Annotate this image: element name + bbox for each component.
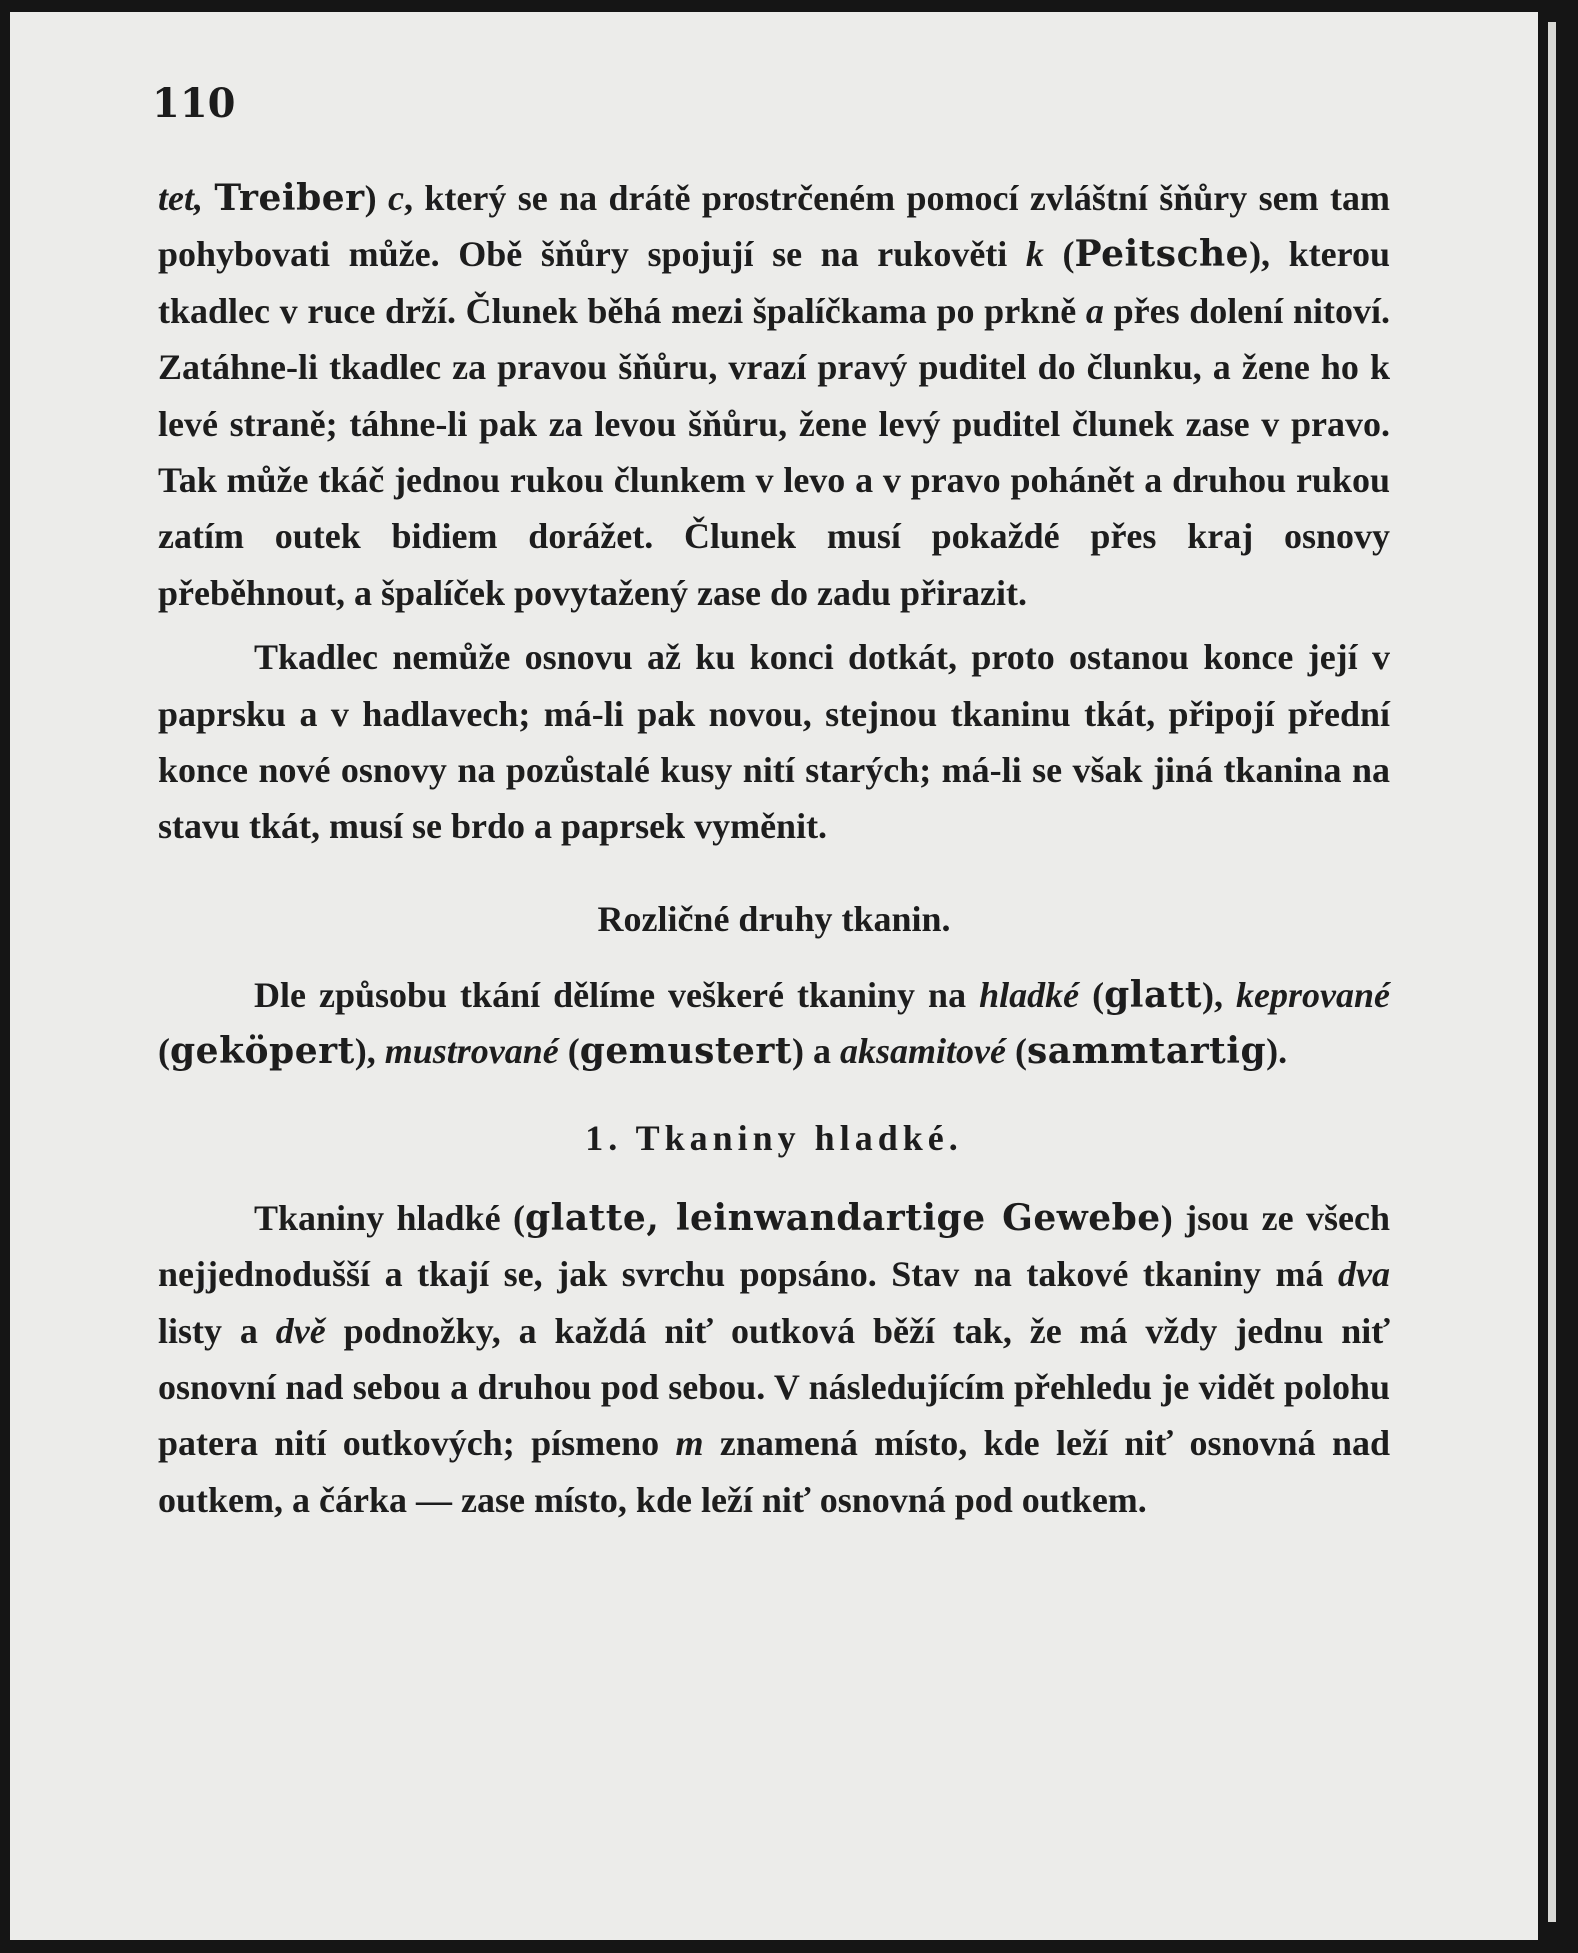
text-span: listy a <box>158 1310 276 1351</box>
body-text <box>158 170 1390 1528</box>
german-term: glatt <box>1104 973 1203 1016</box>
term-italic: keprované <box>1236 974 1390 1015</box>
term-italic: m <box>675 1423 704 1464</box>
paragraph-warp-ends: Tkadlec nemůže osnovu až ku konci dotkát, proto ostanou konce její v paprsku a v hadlavech; má-li pak novou, stejnou tkaninu tkát, připojí přední konce nové osnovy na pozůstalé kusy nití starých; má-li se však jiná tkanina na stavu tkát, musí se brdo a paprsek vyměnit. <box>158 637 1390 847</box>
page-number: 110 <box>152 80 236 127</box>
text-span: ) a <box>791 1031 840 1072</box>
text-span: ), <box>354 1031 385 1072</box>
text-span: , který se na drátě prostrčeném pomocí zvláštní šňůry sem tam pohybovati může. Obě šňůry spojují se na rukověti <box>158 178 1390 275</box>
subsection-heading: 1. Tkaniny hladké. <box>585 1117 963 1158</box>
term-italic: hladké <box>979 974 1080 1015</box>
text-span: Tkaniny hladké ( <box>254 1197 525 1238</box>
figure-letter: a <box>1085 290 1104 331</box>
next-page-edge <box>1548 22 1556 1922</box>
text-span: tet, <box>158 178 215 218</box>
text-span: ). <box>1266 1031 1288 1072</box>
text-span: ( <box>158 1031 170 1072</box>
figure-letter: k <box>1025 234 1044 275</box>
term-italic: aksamitové <box>839 1031 1006 1072</box>
german-term: geköpert <box>170 1030 355 1073</box>
german-term: gemustert <box>579 1030 792 1073</box>
german-term: Peitsche <box>1074 233 1250 276</box>
text-span: ), kterou tkadlec v ruce drží. Člunek běhá mezi špalíčkama po prkně <box>158 234 1390 331</box>
term-italic: mustrované <box>384 1031 559 1072</box>
text-span: ) <box>364 178 389 218</box>
paragraph-loom-mechanism <box>158 170 1390 621</box>
text-span: znamená místo, kde leží niť osnovná nad outkem, a čárka — zase místo, kde leží niť osnovná pod outkem. <box>158 1423 1390 1520</box>
text-span: ( <box>1005 1031 1027 1072</box>
text-span: ( <box>1043 234 1075 275</box>
text-span: ( <box>1079 974 1105 1015</box>
german-term: glatte, leinwandartige Gewebe <box>525 1196 1161 1239</box>
text-span: Dle způsobu tkání dělíme veškeré tkaniny na <box>254 974 980 1015</box>
text-span: podnožky, a každá niť outková běží tak, že má vždy jednu niť osnovní nad sebou a druhou pod sebou. V následujícím přehledu je vidět polohu patera nití outkových; písmeno <box>158 1310 1390 1464</box>
figure-letter: c <box>388 178 404 218</box>
text-span: ( <box>558 1031 580 1072</box>
text-span: přes dolení nitoví. Zatáhne-li tkadlec za pravou šňůru, vrazí pravý puditel do člunku, a žene ho k levé straně; táhne-li pak za levou šňůru, žene levý puditel člunek zase v pravo. Tak může tkáč jednou rukou člunkem v levo a v pravo pohánět a druhou rukou zatím outek bidiem dorážet. Člunek musí pokaždé přes kraj osnovy přeběhnout, a špalíček povytažený zase do zadu přirazit. <box>158 290 1390 613</box>
german-term: Treiber <box>214 177 365 219</box>
german-term: sammtartig <box>1026 1030 1267 1073</box>
paragraph-plain-weave <box>158 1190 1390 1528</box>
text-span: ) jsou ze všech nejjednodušší a tkají se, jak svrchu popsáno. Stav na takové tkaniny má <box>158 1197 1390 1295</box>
paragraph-fabric-types <box>158 967 1390 1080</box>
text-span: ), <box>1202 974 1237 1015</box>
section-heading: Rozličné druhy tkanin. <box>597 898 951 939</box>
term-italic: dvě <box>275 1310 326 1351</box>
term-italic: dva <box>1338 1254 1390 1295</box>
